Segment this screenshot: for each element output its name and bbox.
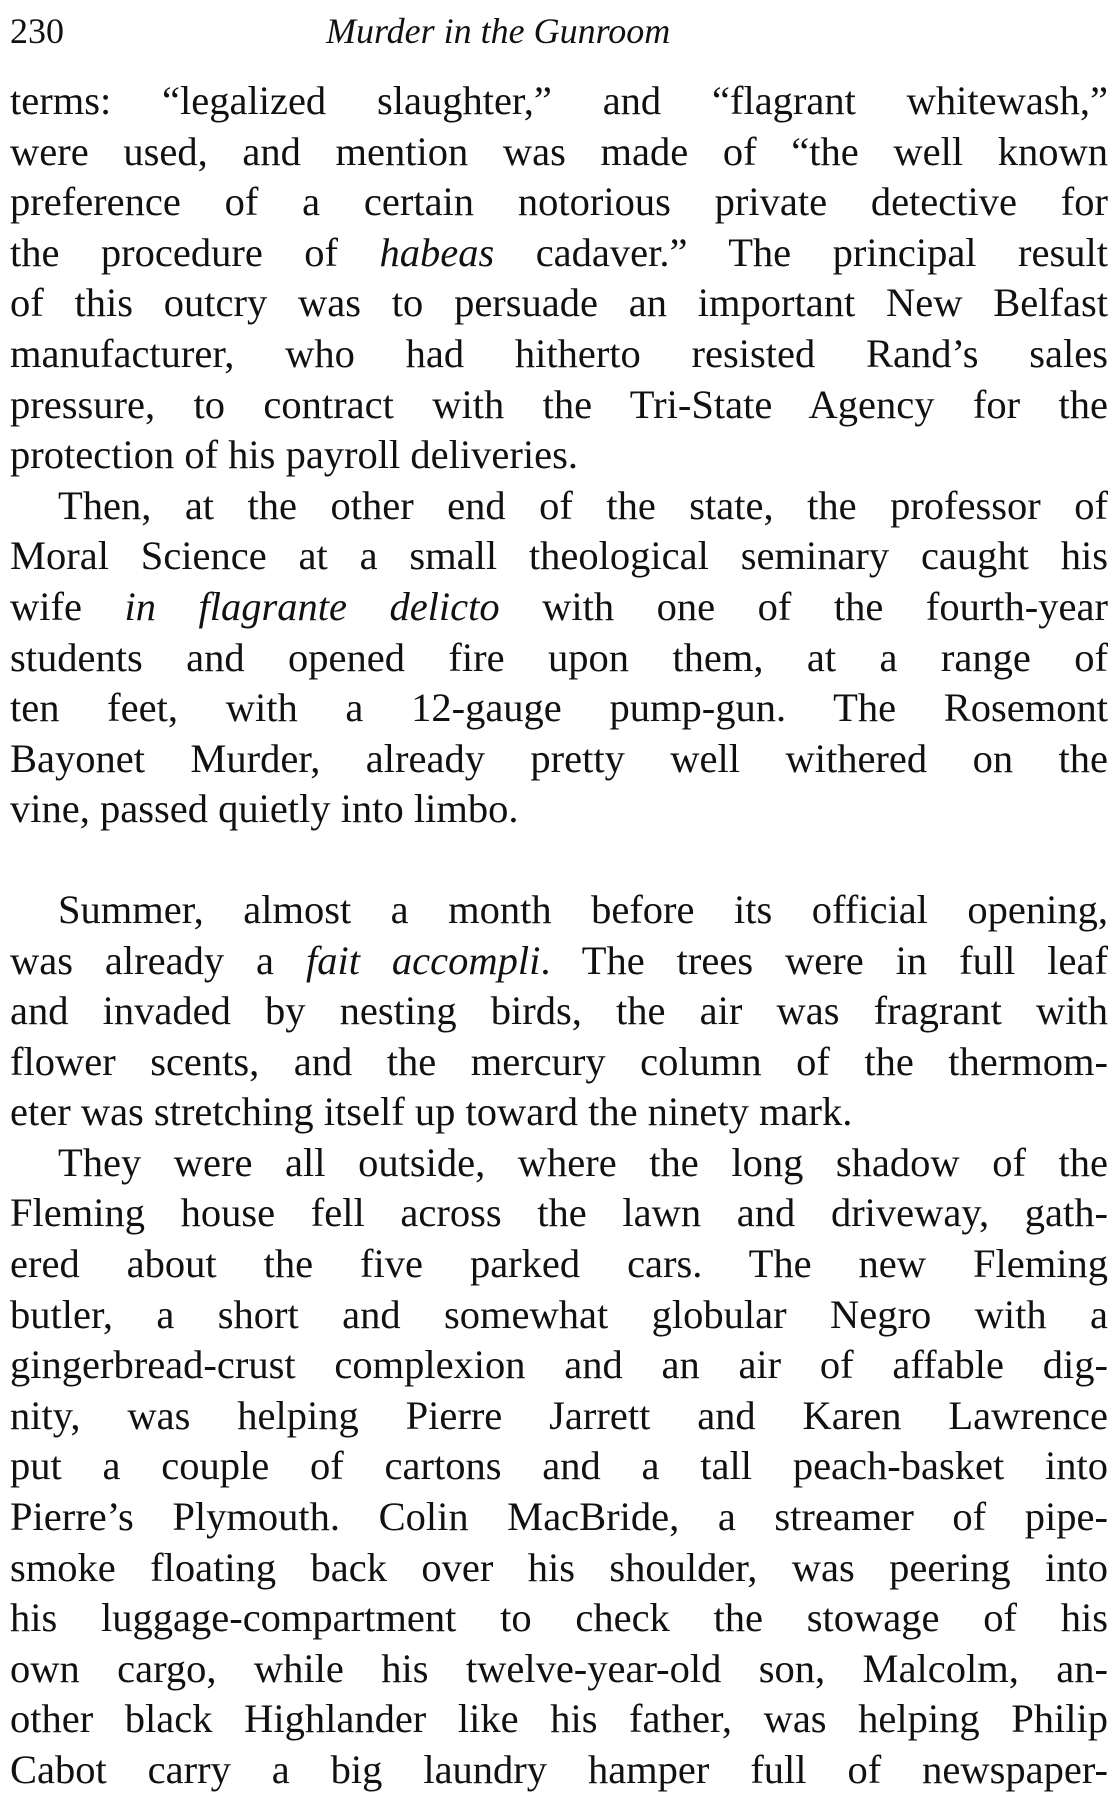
page-number: 230 <box>10 11 64 51</box>
text-line: own cargo, while his twelve-year-old son, Malcolm, an- <box>10 1645 1108 1691</box>
text-line: of this outcry was to persuade an important New Belfast <box>10 280 1108 326</box>
text-line: eter was stretching itself up toward the ninety mark. <box>10 1089 853 1135</box>
text-line: They were all outside, where the long shadow of the <box>58 1139 1108 1185</box>
paragraph <box>10 885 1108 1138</box>
italic-phrase: habeas <box>379 229 495 275</box>
text-line: wife in flagrante delicto with one of the fourth-year <box>10 583 1108 629</box>
text-line: were used, and mention was made of “the well known <box>10 128 1108 174</box>
text-line: Summer, almost a month before its official opening, <box>58 886 1108 932</box>
text-line: preference of a certain notorious private detective for <box>10 179 1108 225</box>
paragraph <box>10 76 1108 481</box>
text-line: Moral Science at a small theological seminary caught his <box>10 533 1108 579</box>
text-line: the procedure of habeas cadaver.” The principal result <box>10 229 1108 275</box>
text-line: protection of his payroll deliveries. <box>10 432 578 478</box>
text-line: and invaded by nesting birds, the air was fragrant with <box>10 988 1108 1034</box>
text-line: smoke floating back over his shoulder, was peering into <box>10 1544 1108 1590</box>
text-line: Pierre’s Plymouth. Colin MacBride, a streamer of pipe- <box>10 1494 1108 1540</box>
paragraph <box>10 1138 1108 1796</box>
italic-phrase: in flagrante delicto <box>124 583 500 629</box>
text-line: terms: “legalized slaughter,” and “flagrant whitewash,” <box>10 78 1108 123</box>
text-line: manufacturer, who had hitherto resisted Rand’s sales <box>10 330 1108 376</box>
text-line: put a couple of cartons and a tall peach-basket into <box>10 1443 1108 1489</box>
paragraph <box>10 481 1108 835</box>
book-page <box>10 0 1108 1796</box>
text-line: flower scents, and the mercury column of the thermom- <box>10 1038 1108 1084</box>
text-line: Fleming house fell across the lawn and driveway, gath- <box>10 1190 1108 1236</box>
text-line: Then, at the other end of the state, the professor of <box>58 482 1108 528</box>
text-line: nity, was helping Pierre Jarrett and Karen Lawrence <box>10 1392 1108 1438</box>
running-title: Murder in the Gunroom <box>326 11 671 51</box>
text-line: was already a fait accompli. The trees were in full leaf <box>10 937 1108 983</box>
running-head <box>10 0 1108 62</box>
text-line: gingerbread-crust complexion and an air of affable dig- <box>10 1342 1108 1388</box>
text-line: ten feet, with a 12-gauge pump-gun. The Rosemont <box>10 685 1108 731</box>
body-text <box>10 76 1108 1796</box>
section-break <box>10 835 1108 885</box>
text-line: Cabot carry a big laundry hamper full of newspaper- <box>10 1747 1108 1792</box>
text-line: pressure, to contract with the Tri-State Agency for the <box>10 381 1108 427</box>
text-line: ered about the five parked cars. The new Fleming <box>10 1241 1108 1287</box>
text-line: vine, passed quietly into limbo. <box>10 786 519 832</box>
text-line: his luggage-compartment to check the stowage of his <box>10 1595 1108 1641</box>
text-line: Bayonet Murder, already pretty well withered on the <box>10 735 1108 781</box>
italic-phrase: fait accompli <box>305 937 541 983</box>
text-line: other black Highlander like his father, was helping Philip <box>10 1696 1108 1742</box>
text-line: students and opened fire upon them, at a range of <box>10 634 1108 680</box>
text-line: butler, a short and somewhat globular Negro with a <box>10 1291 1108 1337</box>
